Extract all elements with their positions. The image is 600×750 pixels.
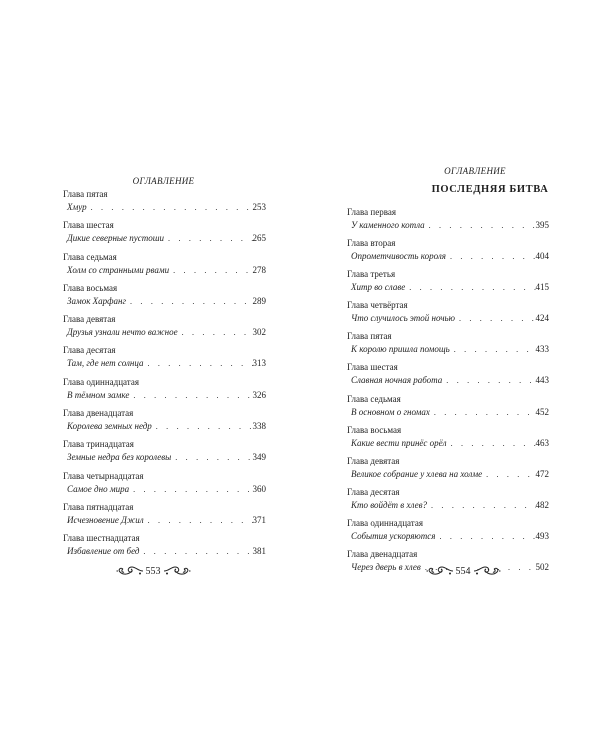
chapter-label: Глава двенадцатая bbox=[347, 549, 418, 560]
page-folio bbox=[423, 562, 503, 580]
dot-leader bbox=[427, 500, 535, 512]
toc-entry[interactable] bbox=[347, 425, 549, 456]
toc-entry[interactable] bbox=[63, 502, 266, 533]
flourish-right-icon bbox=[473, 564, 501, 578]
page-number: 415 bbox=[535, 282, 549, 293]
toc-entry[interactable] bbox=[63, 533, 266, 564]
book-title bbox=[300, 184, 600, 195]
toc-entry[interactable] bbox=[347, 207, 549, 238]
chapter-label: Глава седьмая bbox=[63, 251, 117, 262]
chapter-title: Самое дно мира bbox=[67, 483, 130, 494]
page-number: 482 bbox=[535, 499, 549, 510]
dot-leader bbox=[482, 469, 535, 481]
chapter-title: У каменного котла bbox=[351, 220, 425, 230]
chapter-title: Замок Харфанг bbox=[67, 295, 127, 306]
dot-leader bbox=[129, 484, 252, 496]
toc-entry[interactable] bbox=[63, 189, 266, 220]
page-number: 289 bbox=[252, 295, 266, 306]
chapter-label: Глава десятая bbox=[347, 486, 400, 497]
page-number: 349 bbox=[252, 452, 266, 463]
dot-leader bbox=[447, 438, 536, 450]
table-of-contents bbox=[347, 207, 549, 580]
chapter-title: В тёмном замке bbox=[67, 389, 130, 400]
toc-entry[interactable] bbox=[347, 518, 549, 549]
flourish-left-icon bbox=[426, 564, 454, 578]
page-number: 395 bbox=[535, 220, 549, 230]
chapter-title: Хмур bbox=[67, 202, 87, 212]
page-number: 452 bbox=[535, 406, 549, 417]
toc-entry[interactable] bbox=[347, 331, 549, 362]
flourish-left-icon bbox=[116, 564, 144, 578]
chapter-title: Кто войдёт в хлев? bbox=[351, 499, 428, 510]
dot-leader bbox=[446, 251, 536, 263]
chapter-label: Глава одиннадцатая bbox=[347, 517, 423, 528]
dot-leader bbox=[178, 327, 253, 339]
chapter-title: К королю пришла помощь bbox=[351, 344, 450, 355]
page-number: 443 bbox=[535, 375, 549, 386]
toc-entry[interactable] bbox=[63, 314, 266, 345]
page-number: 360 bbox=[252, 483, 266, 494]
dot-leader bbox=[405, 282, 535, 294]
chapter-title: Что случилось этой ночью bbox=[351, 313, 455, 324]
toc-entry[interactable] bbox=[347, 362, 549, 393]
chapter-label: Глава третья bbox=[347, 269, 396, 280]
page-number: 433 bbox=[535, 344, 549, 355]
toc-entry[interactable] bbox=[347, 300, 549, 331]
dot-leader bbox=[152, 421, 253, 433]
page-number: 253 bbox=[252, 202, 266, 212]
page-number: 302 bbox=[252, 327, 266, 338]
toc-entry[interactable] bbox=[63, 439, 266, 470]
chapter-label: Глава четырнадцатая bbox=[63, 470, 144, 481]
chapter-title: Избавление от бед bbox=[67, 546, 140, 557]
page-number: 493 bbox=[535, 530, 549, 541]
chapter-title: Великое собрание у хлева на холме bbox=[351, 468, 483, 479]
page-folio bbox=[113, 562, 193, 580]
chapter-title: Друзья узнали нечто важное bbox=[67, 327, 178, 338]
dot-leader bbox=[87, 202, 253, 214]
page-number: 424 bbox=[535, 313, 549, 324]
table-of-contents bbox=[63, 189, 266, 565]
dot-leader bbox=[435, 531, 535, 543]
chapter-label: Глава десятая bbox=[63, 345, 116, 356]
dot-leader bbox=[425, 220, 536, 232]
toc-entry[interactable] bbox=[63, 252, 266, 283]
chapter-label: Глава восьмая bbox=[63, 282, 118, 293]
chapter-label: Глава тринадцатая bbox=[63, 439, 134, 450]
toc-entry[interactable] bbox=[63, 408, 266, 439]
chapter-label: Глава шестнадцатая bbox=[63, 533, 140, 544]
chapter-label: Глава пятая bbox=[347, 331, 392, 342]
toc-entry[interactable] bbox=[347, 394, 549, 425]
chapter-label: Глава седьмая bbox=[347, 393, 401, 404]
dot-leader bbox=[430, 407, 536, 419]
page-number: 381 bbox=[252, 546, 266, 557]
dot-leader bbox=[144, 515, 253, 527]
dot-leader bbox=[126, 296, 252, 308]
chapter-label: Глава вторая bbox=[347, 238, 396, 249]
toc-entry[interactable] bbox=[347, 456, 549, 487]
chapter-label: Глава девятая bbox=[63, 314, 116, 325]
chapter-title: В основном о гномах bbox=[351, 406, 430, 417]
page-number: 313 bbox=[252, 358, 266, 369]
running-head: ОГЛАВЛЕНИЕ bbox=[444, 166, 506, 176]
dot-leader bbox=[129, 390, 252, 402]
flourish-right-icon bbox=[163, 564, 191, 578]
dot-leader bbox=[442, 375, 535, 387]
dot-leader bbox=[455, 313, 536, 325]
page-number: 463 bbox=[535, 437, 549, 448]
dot-leader bbox=[164, 233, 252, 245]
chapter-label: Глава пятая bbox=[63, 189, 108, 199]
page-number-folio: 554 bbox=[455, 565, 471, 577]
chapter-label: Глава четвёртая bbox=[347, 300, 408, 311]
book-title-text: ПОСЛЕДНЯЯ БИТВА bbox=[431, 184, 549, 195]
chapter-title: Славная ночная работа bbox=[351, 375, 443, 386]
toc-entry[interactable] bbox=[63, 471, 266, 502]
chapter-title: События ускоряются bbox=[351, 530, 436, 541]
dot-leader bbox=[139, 546, 252, 558]
chapter-title: Исчезновение Джил bbox=[67, 514, 144, 525]
chapter-label: Глава одиннадцатая bbox=[63, 376, 139, 387]
chapter-title: Земные недра без королевы bbox=[67, 452, 172, 463]
chapter-title: Холм со странными рвами bbox=[67, 264, 170, 275]
chapter-title: Дикие северные пустоши bbox=[67, 233, 165, 244]
dot-leader bbox=[169, 265, 252, 277]
chapter-label: Глава пятнадцатая bbox=[63, 501, 134, 512]
page-number: 326 bbox=[252, 389, 266, 400]
toc-entry[interactable] bbox=[63, 377, 266, 408]
page-number-folio: 553 bbox=[145, 565, 161, 577]
chapter-label: Глава шестая bbox=[347, 362, 398, 373]
toc-entry[interactable] bbox=[347, 269, 549, 300]
chapter-title: Королева земных недр bbox=[67, 421, 152, 432]
chapter-title: Опрометчивость короля bbox=[351, 251, 446, 262]
chapter-title: Хитр во славе bbox=[351, 282, 406, 293]
chapter-label: Глава шестая bbox=[63, 220, 114, 231]
dot-leader bbox=[143, 358, 252, 370]
toc-entry[interactable] bbox=[63, 345, 266, 376]
page-number: 338 bbox=[252, 421, 266, 432]
toc-entry[interactable] bbox=[63, 220, 266, 251]
chapter-title: Через дверь в хлев bbox=[351, 562, 421, 573]
page-number: 472 bbox=[535, 468, 549, 479]
right-page bbox=[300, 0, 600, 750]
chapter-label: Глава девятая bbox=[347, 455, 400, 466]
toc-entry[interactable] bbox=[347, 238, 549, 269]
toc-entry[interactable] bbox=[347, 487, 549, 518]
page-number: 404 bbox=[535, 251, 549, 262]
chapter-title: Там, где нет солнца bbox=[67, 358, 144, 369]
chapter-title: Какие вести принёс орёл bbox=[351, 437, 447, 448]
toc-entry[interactable] bbox=[63, 283, 266, 314]
chapter-label: Глава восьмая bbox=[347, 424, 402, 435]
running-head: ОГЛАВЛЕНИЕ bbox=[132, 176, 195, 186]
page-number: 502 bbox=[535, 562, 549, 573]
dot-leader bbox=[171, 452, 252, 464]
page-number: 278 bbox=[252, 264, 266, 275]
page-number: 265 bbox=[252, 233, 266, 244]
dot-leader bbox=[450, 344, 536, 356]
chapter-label: Глава первая bbox=[347, 207, 396, 217]
chapter-label: Глава двенадцатая bbox=[63, 408, 134, 419]
page-number: 371 bbox=[252, 514, 266, 525]
